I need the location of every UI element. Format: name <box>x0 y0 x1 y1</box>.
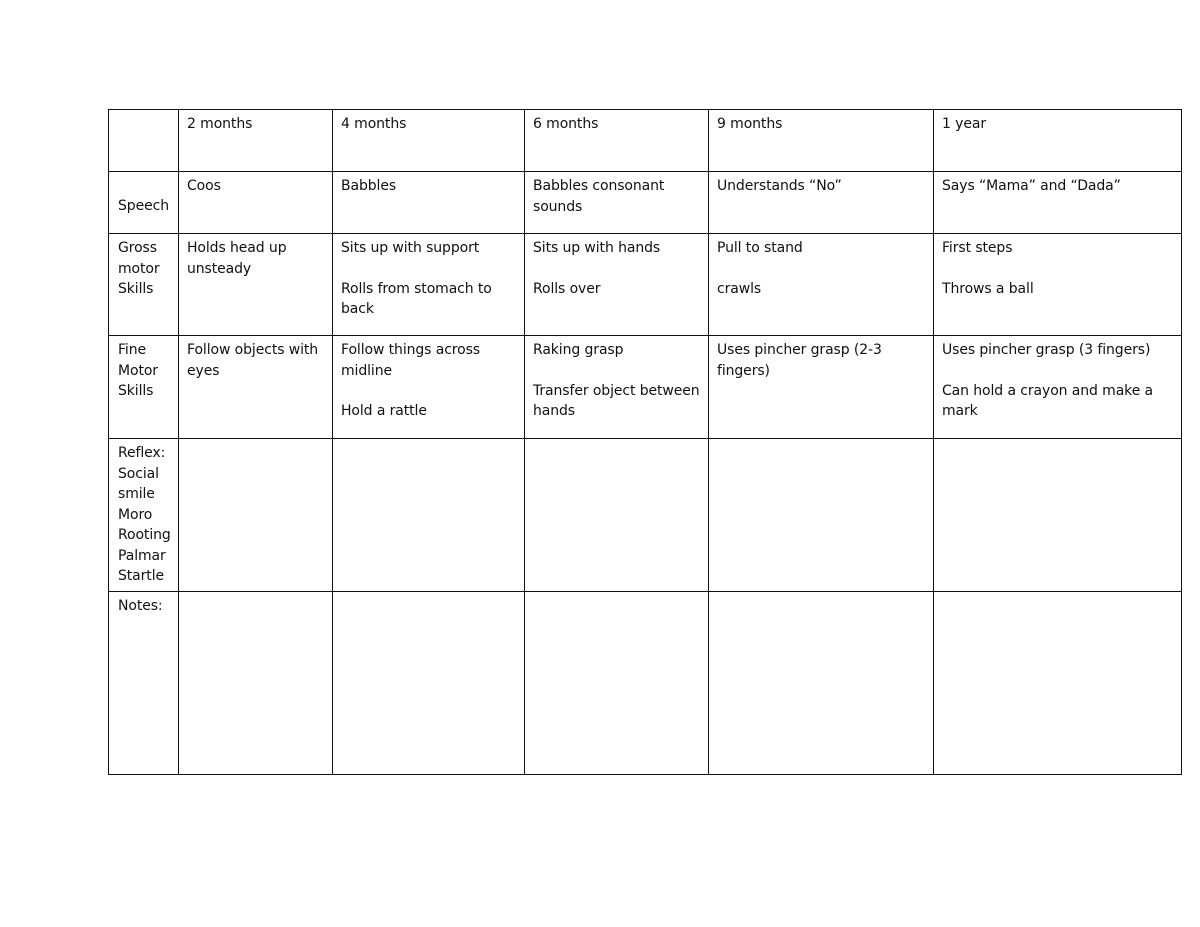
row-label-reflex <box>109 439 179 592</box>
header-cell-9-months <box>709 110 934 172</box>
row-label-text: Moro <box>118 506 153 523</box>
milestone-text: Sits up with support <box>341 240 480 256</box>
header-label: 4 months <box>341 116 407 132</box>
milestone-text: Follow objects with eyes <box>187 342 319 379</box>
reflex-9-months-cell <box>709 439 934 592</box>
notes-9-months-cell <box>709 591 934 774</box>
fine-motor-1-year-cell <box>934 336 1182 439</box>
row-label-text: Fine <box>118 342 147 358</box>
row-label-fine-motor <box>109 336 179 439</box>
header-row <box>109 110 1182 172</box>
fine-motor-9-months-cell <box>709 336 934 439</box>
reflex-4-months-cell <box>333 439 525 592</box>
notes-6-months-cell <box>525 591 709 774</box>
milestone-text: Says “Mama” and “Dada” <box>942 178 1121 194</box>
milestone-text: Holds head up unsteady <box>187 240 287 277</box>
milestone-text: Sits up with hands <box>533 240 661 256</box>
row-label-text: Reflex: <box>118 445 166 461</box>
milestone-text: Babbles consonant sounds <box>533 178 665 215</box>
milestone-text: Rolls from stomach to back <box>341 280 492 317</box>
row-label-text: Social <box>118 465 159 482</box>
milestone-text: Uses pincher grasp (3 fingers) <box>942 342 1151 358</box>
milestone-text: Babbles <box>341 178 397 194</box>
header-cell-2-months <box>179 110 333 172</box>
row-label-text: Startle <box>118 568 165 584</box>
milestone-text: Hold a rattle <box>341 403 427 419</box>
reflex-row <box>109 439 1182 592</box>
milestone-text: Uses pincher grasp (2-3 fingers) <box>717 342 882 379</box>
header-cell-1-year <box>934 110 1182 172</box>
milestone-text: Throws a ball <box>942 280 1034 297</box>
gross-motor-1-year-cell <box>934 234 1182 336</box>
row-label-text: Skills <box>118 383 154 399</box>
milestone-text: Understands “No” <box>717 178 842 194</box>
header-cell-4-months <box>333 110 525 172</box>
gross-motor-row <box>109 234 1182 336</box>
milestone-text: First steps <box>942 240 1013 256</box>
fine-motor-4-months-cell <box>333 336 525 439</box>
row-label-text: Motor <box>118 362 158 379</box>
gross-motor-9-months-cell <box>709 234 934 336</box>
row-label-text: smile <box>118 486 155 502</box>
milestone-text: Rolls over <box>533 280 601 297</box>
notes-1-year-cell <box>934 591 1182 774</box>
fine-motor-row <box>109 336 1182 439</box>
header-label: 9 months <box>717 116 783 132</box>
fine-motor-2-months-cell <box>179 336 333 439</box>
milestone-text: Raking grasp <box>533 342 624 358</box>
row-label-text: Speech <box>118 198 169 214</box>
milestone-text: crawls <box>717 280 762 297</box>
gross-motor-2-months-cell <box>179 234 333 336</box>
speech-1-year-cell <box>934 172 1182 234</box>
row-label-text: Rooting <box>118 527 171 543</box>
row-label-text: Skills <box>118 281 154 297</box>
header-cell-6-months <box>525 110 709 172</box>
reflex-1-year-cell <box>934 439 1182 592</box>
header-label: 1 year <box>942 116 986 132</box>
milestone-table <box>108 109 1182 775</box>
milestone-text: Pull to stand <box>717 240 803 256</box>
header-label: 2 months <box>187 116 253 132</box>
notes-4-months-cell <box>333 591 525 774</box>
notes-2-months-cell <box>179 591 333 774</box>
speech-4-months-cell <box>333 172 525 234</box>
row-label-text: motor <box>118 260 160 277</box>
header-label: 6 months <box>533 116 599 132</box>
milestone-text: Coos <box>187 178 221 194</box>
row-label-text: Notes: <box>118 597 163 614</box>
row-label-gross-motor <box>109 234 179 336</box>
notes-row <box>109 591 1182 774</box>
speech-6-months-cell <box>525 172 709 234</box>
speech-row <box>109 172 1182 234</box>
gross-motor-6-months-cell <box>525 234 709 336</box>
gross-motor-4-months-cell <box>333 234 525 336</box>
fine-motor-6-months-cell <box>525 336 709 439</box>
header-corner-cell <box>109 110 179 172</box>
row-label-text: Gross <box>118 240 157 256</box>
speech-9-months-cell <box>709 172 934 234</box>
reflex-2-months-cell <box>179 439 333 592</box>
reflex-6-months-cell <box>525 439 709 592</box>
row-label-speech <box>109 172 179 234</box>
milestone-text: Can hold a crayon and make a mark <box>942 382 1154 419</box>
speech-2-months-cell <box>179 172 333 234</box>
row-label-text: Palmar <box>118 547 166 564</box>
milestone-text: Transfer object between hands <box>533 382 700 419</box>
milestone-text: Follow things across midline <box>341 342 480 379</box>
row-label-notes <box>109 591 179 774</box>
